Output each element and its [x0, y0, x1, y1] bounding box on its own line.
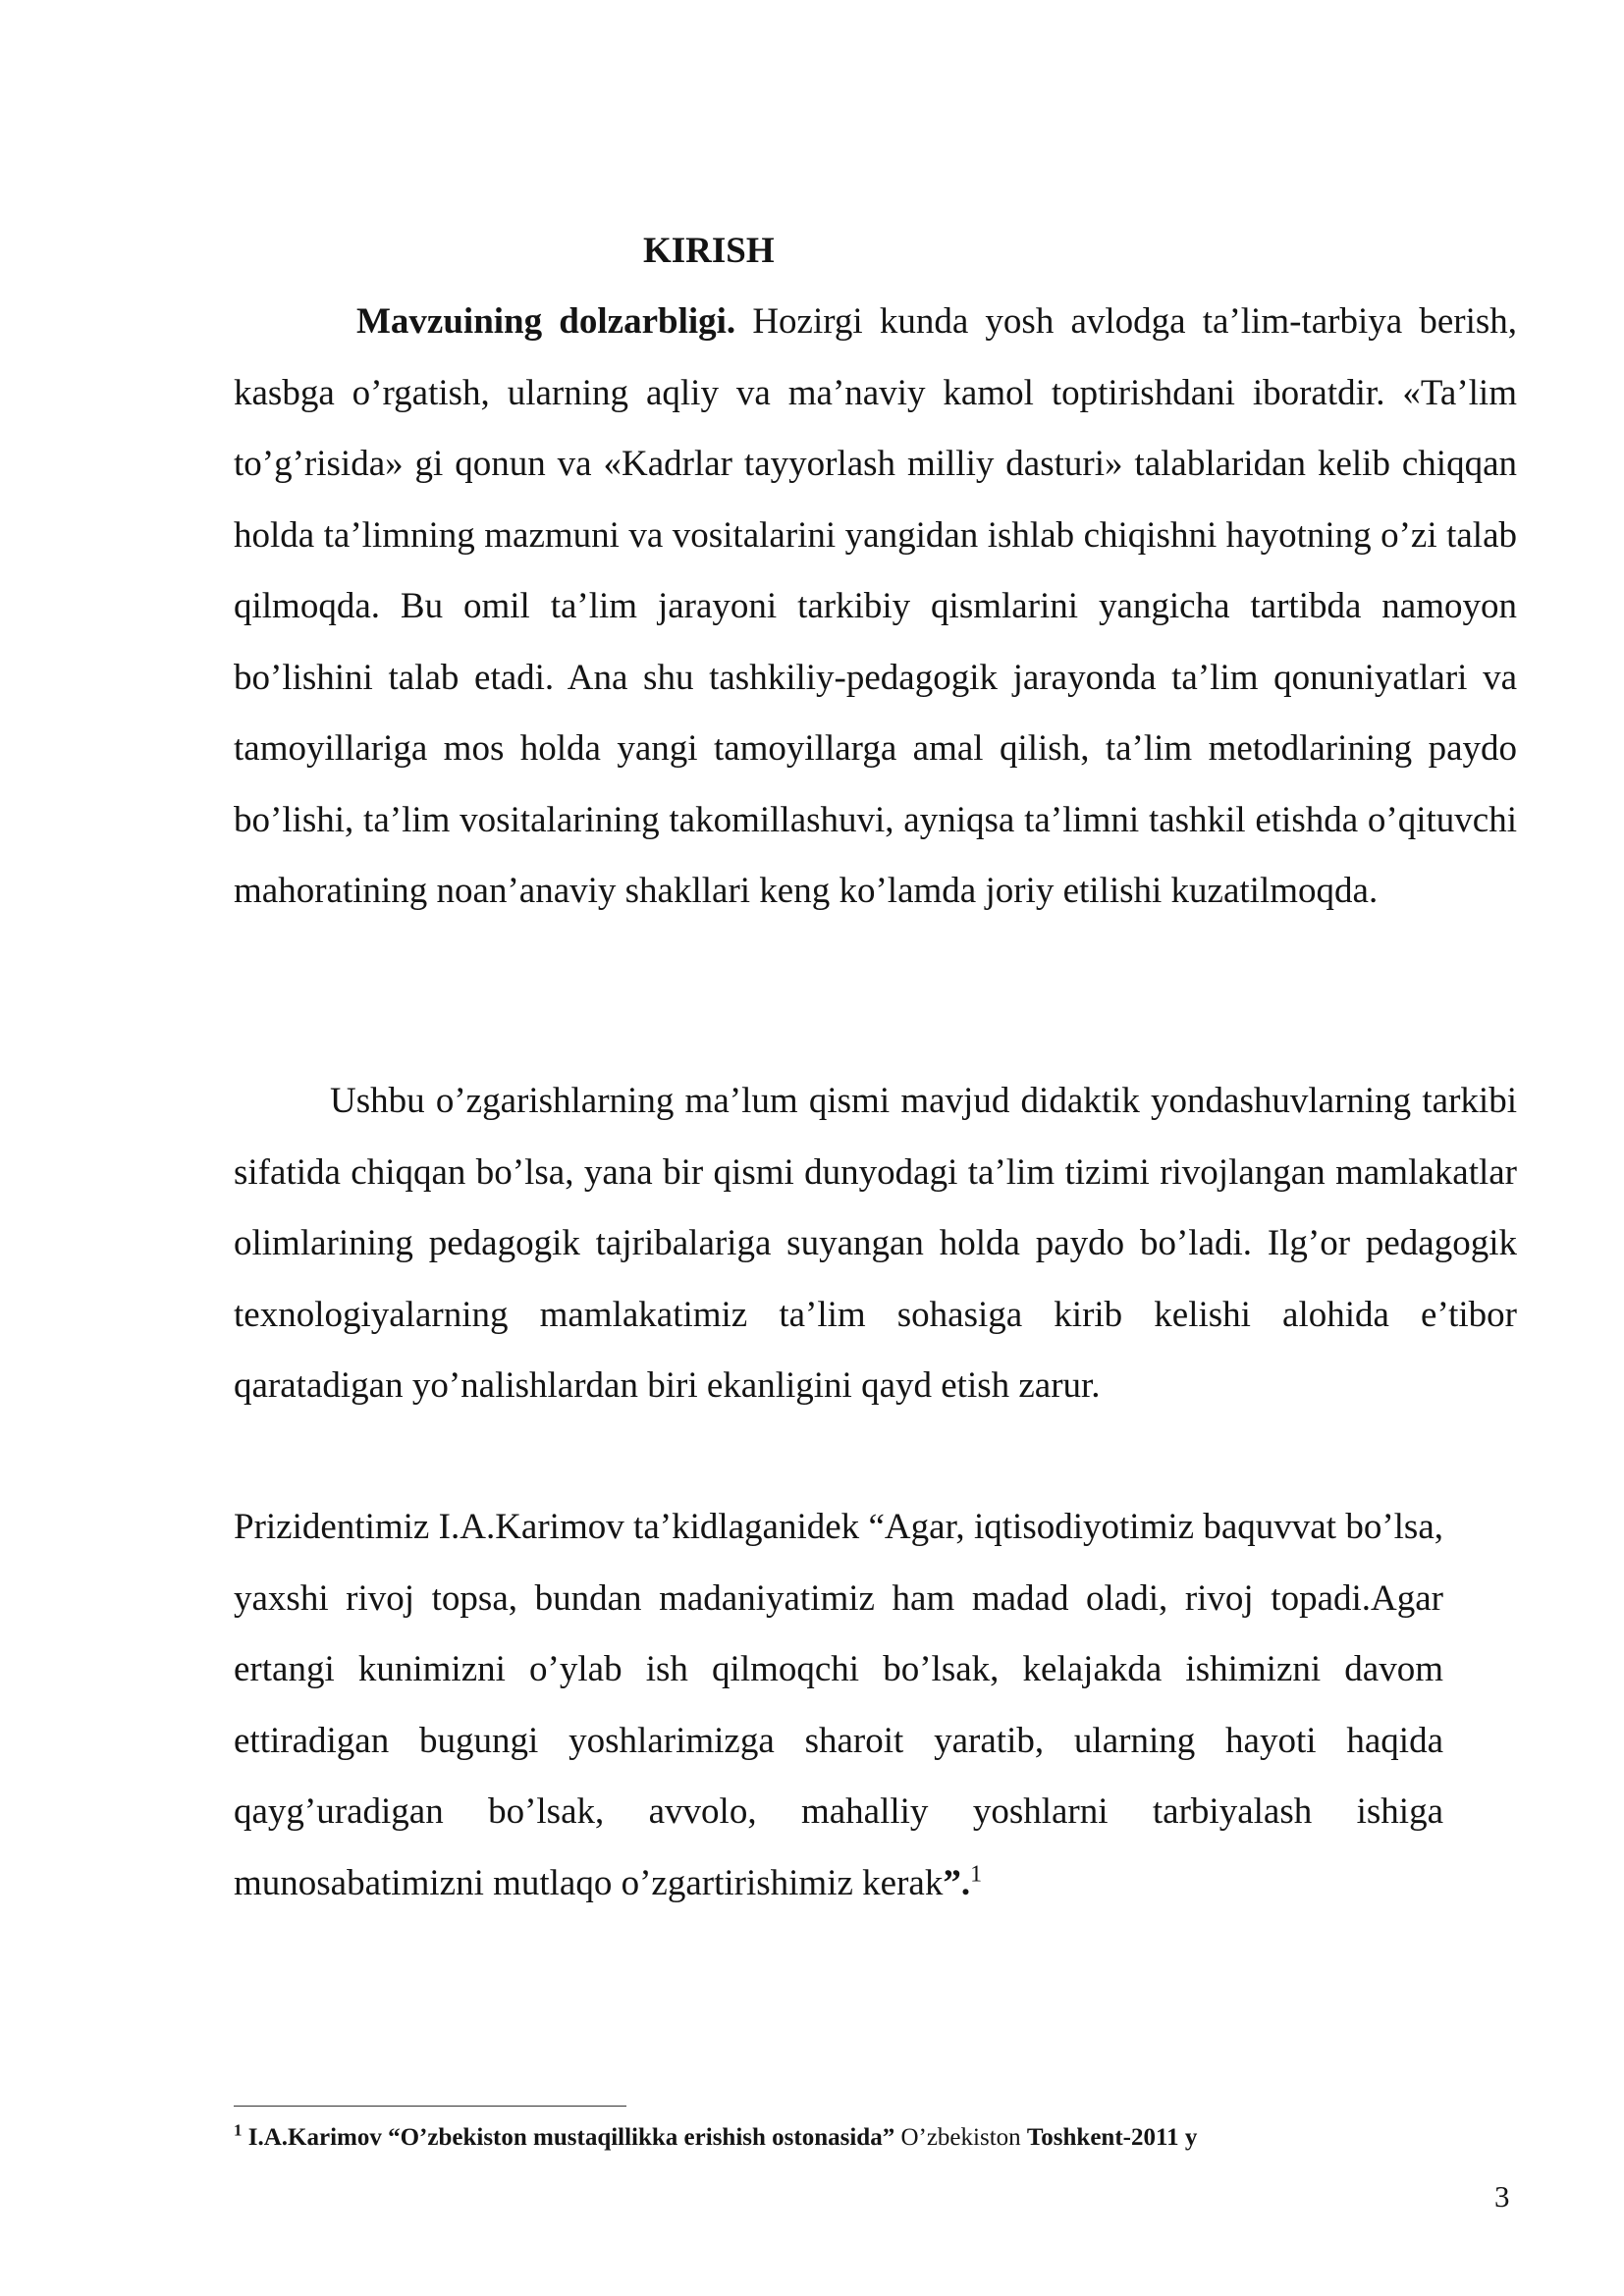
footnote-marker: 1	[234, 2120, 243, 2140]
footnote-author: I.A.Karimov	[242, 2124, 389, 2151]
page-number: 3	[1494, 2179, 1510, 2214]
paragraph-text: Hozirgi kunda yosh avlodga ta’lim-tarbiya berish, kasbga o’rgatish, ularning aqliy va ma’naviy kamol toptirishdani iboratdir. «Ta’lim to’g’risida» gi qonun va «Kadrlar tayyorlash milliy dasturi» talablaridan kelib chiqqan holda ta’limning mazmuni va vositalarini yangidan ishlab chiqishni hayotning o’zi talab qilmoqda. Bu omil ta’lim jarayoni tarkibiy qismlarini yangicha tartibda namoyon bo’lishini talab etadi. Ana shu tashkiliy-pedagogik jarayonda ta’lim qonuniyatlari va tamoyillariga mos holda yangi tamoyillarga amal qilish, ta’lim metodlarining paydo bo’lishi, ta’lim vositalarining takomillashuvi, ayniqsa ta’limni tashkil etishda o’qituvchi mahoratining noan’anaviy shakllari keng ko’lamda joriy etilishi kuzatilmoqda.	[234, 301, 1517, 911]
footnote-separator	[234, 2106, 626, 2107]
section-heading: KIRISH	[643, 231, 775, 271]
footnote-publisher: O’zbekiston	[894, 2124, 1027, 2151]
paragraph-changes	[234, 1066, 1517, 1422]
footnote-reference: 1	[970, 1861, 983, 1888]
paragraph-text: Ushbu o’zgarishlarning ma’lum qismi mavjud didaktik yondashuvlarning tarkibi sifatida chiqqan bo’lsa, yana bir qismi dunyodagi ta’lim tizimi rivojlangan mamlakatlar olimlarining pedagogik tajribalariga suyangan holda paydo bo’ladi. Ilg’or pedagogik texnologiyalarning mamlakatimiz ta’lim sohasiga kirib kelishi alohida e’tibor qaratadigan yo’nalishlardan biri ekanligini qayd etish zarur.	[234, 1081, 1517, 1406]
paragraph-quote	[234, 1492, 1443, 1919]
quote-text: Prizidentimiz I.A.Karimov ta’kidlaganidek “Agar, iqtisodiyotimiz baquvvat bo’lsa, yaxshi rivoj topsa, bundan madaniyatimiz ham madad oladi, rivoj topadi.Agar ertangi kunimizni o’ylab ish qilmoqchi bo’lsak, kelajakda ishimizni davom ettiradigan bugungi yoshlarimizga sharoit yaratib, ularning hayoti haqida qayg’uradigan bo’lsak, avvolo, mahalliy yoshlarni tarbiyalash ishiga munosabatimizni mutlaqo o’zgartirishimiz kerak	[234, 1507, 1443, 1903]
paragraph-relevance	[234, 287, 1517, 928]
paragraph-lead: Mavzuining dolzarbligi.	[356, 301, 736, 342]
footnote	[234, 2120, 1197, 2156]
footnote-place-year: Toshkent-2011 y	[1026, 2124, 1198, 2151]
footnote-title: “O’zbekiston mustaqillikka erishish ostonasida”	[388, 2124, 895, 2151]
quote-close-mark: ”.	[943, 1862, 971, 1903]
